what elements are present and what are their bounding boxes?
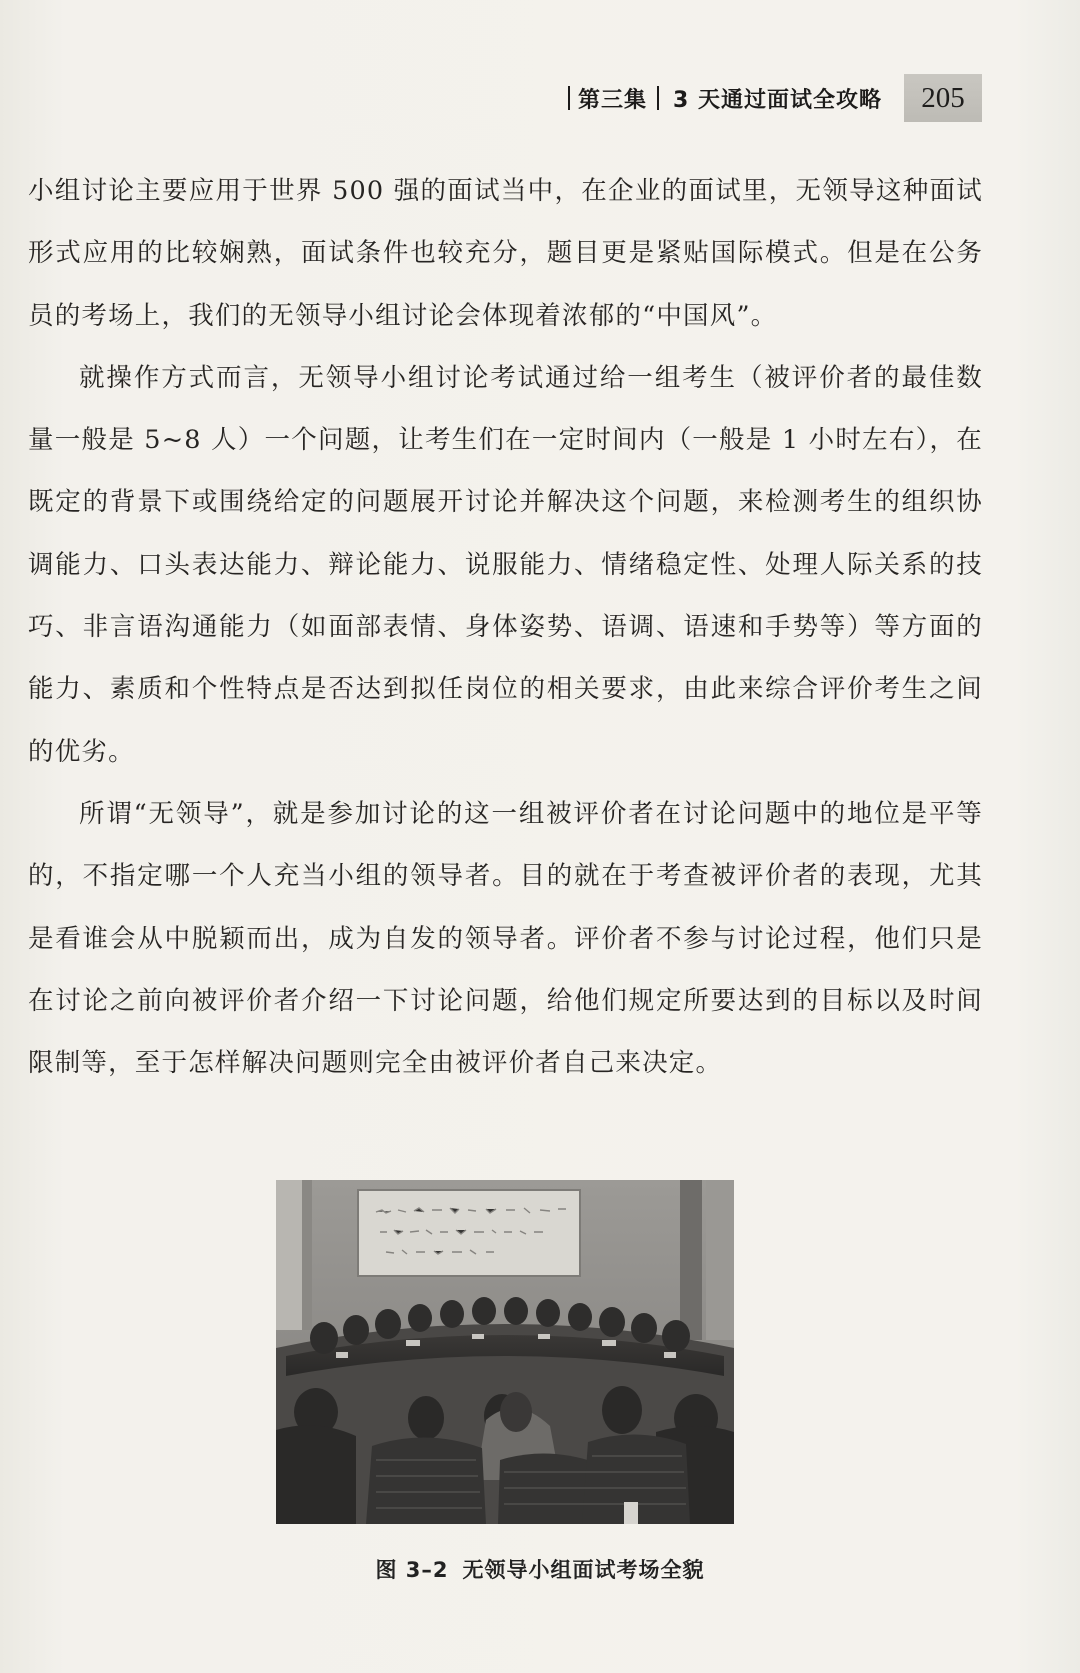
paragraph: 所谓“无领导”，就是参加讨论的这一组被评价者在讨论问题中的地位是平等的，不指定哪一个人充当小组的领导者。目的就在于考查被评价者的表现，尤其是看谁会从中脱颖而出，成为自发的领导者。评价者不参与讨论过程，他们只是在讨论之前向被评价者介绍一下讨论问题，给他们规定所要达到的目标以及时间限制等，至于怎样解决问题则完全由被评价者自己来决定。 [28,798,983,1079]
figure-caption-text: 无领导小组面试考场全貌 [462,1558,705,1582]
running-header [560,72,982,124]
paragraph: 就操作方式而言，无领导小组讨论考试通过给一组考生（被评价者的最佳数量一般是 5~8 人）一个问题，让考生们在一定时间内（一般是 1 小时左右），在既定的背景下或围绕给定的问题展开讨论并解决这个问题，来检测考生的组织协调能力、口头表达能力、辩论能力、说服能力、情绪稳定性、处理人际关系的技巧、非言语沟通能力（如面部表情、身体姿势、语调、语速和手势等）等方面的能力、素质和个性特点是否达到拟任岗位的相关要求，由此来综合评价考生之间的优劣。 [28,362,983,767]
figure-number: 图 3–2 [375,1558,449,1582]
figure-caption [0,1554,1080,1584]
book-title: 3 天通过面试全攻略 [673,87,882,113]
page-number: 205 [904,74,982,122]
paragraph: 小组讨论主要应用于世界 500 强的面试当中，在企业的面试里，无领导这种面试形式应用的比较娴熟，面试条件也较充分，题目更是紧贴国际模式。但是在公务员的考场上，我们的无领导小组讨论会体现着浓郁的“中国风”。 [28,176,983,331]
header-divider [568,86,570,110]
part-label: 第三集 [578,87,648,113]
meeting-room-photo [276,1180,734,1524]
body-text [28,160,983,1094]
header-divider [657,86,659,110]
